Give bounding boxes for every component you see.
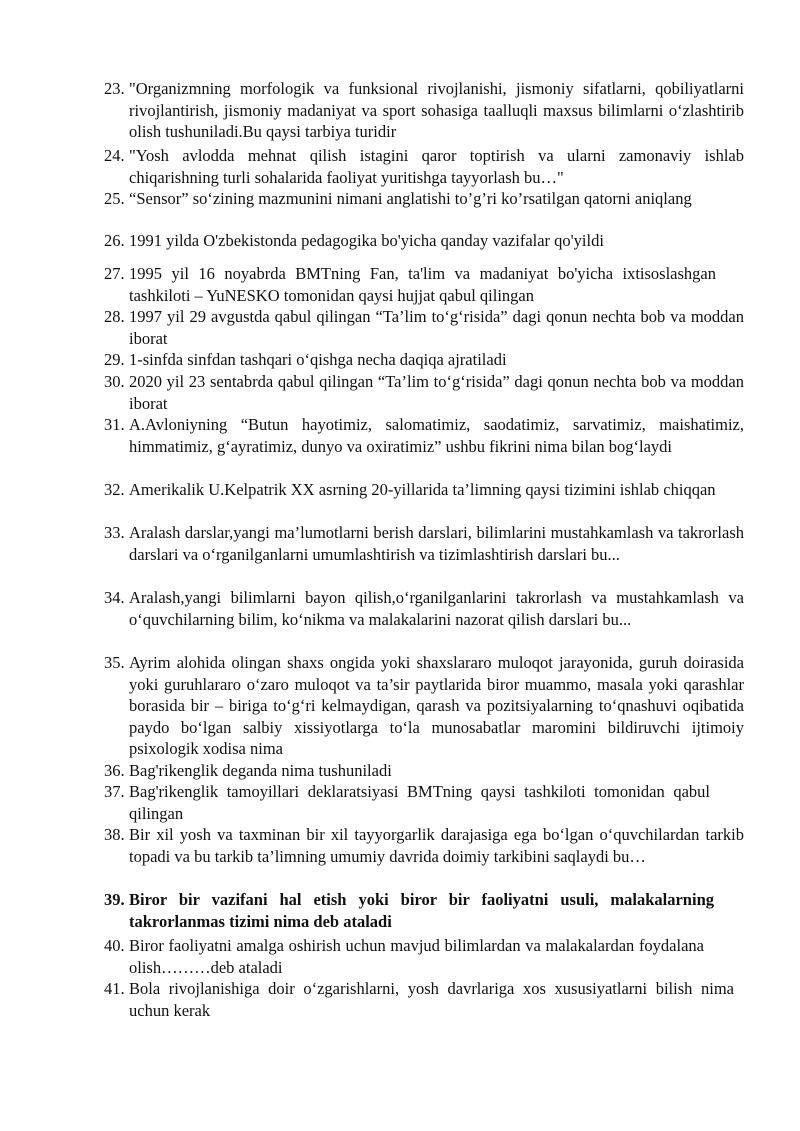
question-number: 40.: [104, 936, 125, 955]
question-text: 1-sinfda sinfdan tashqari o‘qishga necha daqiqa ajratiladi: [129, 350, 507, 369]
question-text: 1997 yil 29 avgustda qabul qilingan “Ta’lim to‘g‘risida” dagi qonun nechta bob va moddan iborat: [129, 307, 744, 348]
question-text: Aralash,yangi bilimlarni bayon qilish,o‘rganilganlarini takrorlash va mustahkamlash va o‘quvchilarning bilim, ko‘nikma va malakalarini nazorat qilish darslari bu...: [129, 588, 744, 629]
question-text: 2020 yil 23 sentabrda qabul qilingan “Ta’lim to‘g‘risida” dagi qonun nechta bob va moddan iborat: [129, 372, 744, 413]
question-number: 27.: [104, 264, 125, 283]
question-36: [104, 760, 744, 782]
question-text: Biror bir vazifani hal etish yoki biror bir faoliyatni usuli, malakalarning takrorlanmas tizimi nima deb ataladi: [129, 890, 714, 931]
question-28: [104, 306, 744, 349]
question-26: [104, 230, 744, 252]
question-40: [104, 935, 744, 978]
question-number: 28.: [104, 307, 125, 326]
question-number: 29.: [104, 350, 125, 369]
question-number: 33.: [104, 523, 125, 542]
question-number: 34.: [104, 588, 125, 607]
question-number: 36.: [104, 761, 125, 780]
question-text: Ayrim alohida olingan shaxs ongida yoki shaxslararo muloqot jarayonida, guruh doirasida yoki guruhlararo o‘zaro muloqot va ta’sir paytlarida biror muammo, masala yoki qarashlar borasida bir – biriga to‘g‘ri kelmaydigan, qarash va pozitsiyalarning to‘qnashuvi oqibatida paydo bo‘lgan salbiy xissiyotlarga to‘la munosabatlar maromini bildiruvchi ijtimoiy psixologik xodisa nima: [129, 653, 744, 758]
question-number: 39.: [104, 890, 125, 909]
question-38: [104, 824, 744, 867]
question-text: Aralash darslar,yangi ma’lumotlarni berish darslari, bilimlarini mustahkamlash va takrorlash darslari va o‘rganilganlarni umumlashtirish va tizimlashtirish darslari bu...: [129, 523, 744, 564]
question-text: 1991 yilda O'zbekistonda pedagogika bo'yicha qanday vazifalar qo'yildi: [129, 231, 604, 250]
question-text: “Sensor” so‘zining mazmunini nimani anglatishi to’g’ri ko’rsatilgan qatorni aniqlang: [129, 189, 692, 208]
question-text: Biror faoliyatni amalga oshirish uchun mavjud bilimlardan va malakalardan foydalana olish………deb ataladi: [129, 936, 704, 977]
question-35: [104, 652, 744, 760]
question-25: [104, 188, 744, 210]
question-text: Amerikalik U.Kelpatrik XX asrning 20-yillarida ta’limning qaysi tizimini ishlab chiqqan: [129, 480, 716, 499]
question-text: "Organizmning morfologik va funksional rivojlanishi, jismoniy sifatlarni, qobiliyatlarni rivojlantirish, jismoniy madaniyat va sport sohasiga taalluqli maxsus bilimlarni o‘zlashtirib olish tushuniladi.Bu qaysi tarbiya turidir: [129, 79, 744, 141]
question-30: [104, 371, 744, 414]
question-34: [104, 587, 744, 630]
question-31: [104, 414, 744, 457]
question-33: [104, 522, 744, 565]
question-text: "Yosh avlodda mehnat qilish istagini qaror toptirish va ularni zamonaviy ishlab chiqarishning turli sohalarida faoliyat yuritishga tayyorlash bu…": [129, 146, 744, 187]
question-text: A.Avloniyning “Butun hayotimiz, salomatimiz, saodatimiz, sarvatimiz, maishatimiz, himmatimiz, g‘ayratimiz, dunyo va oxiratimiz” ushbu fikrini nima bilan bog‘laydi: [129, 415, 744, 456]
question-number: 37.: [104, 782, 125, 801]
question-text: Bag'rikenglik deganda nima tushuniladi: [129, 761, 392, 780]
question-number: 26.: [104, 231, 125, 250]
question-number: 25.: [104, 189, 125, 208]
question-number: 35.: [104, 653, 125, 672]
question-text: Bola rivojlanishiga doir o‘zgarishlarni, yosh davrlariga xos xususiyatlarni bilish nima uchun kerak: [129, 979, 734, 1020]
question-number: 23.: [104, 79, 125, 98]
question-29: [104, 349, 744, 371]
question-number: 32.: [104, 480, 125, 499]
question-text: Bir xil yosh va taxminan bir xil tayyorgarlik darajasiga ega bo‘lgan o‘quvchilardan tarkib topadi va bu tarkib ta’limning umumiy davrida doimiy tarkibini saqlaydi bu…: [129, 825, 744, 866]
question-text: Bag'rikenglik tamoyillari deklaratsiyasi BMTning qaysi tashkiloti tomonidan qabul qilingan: [129, 782, 710, 823]
question-37: [104, 781, 744, 824]
question-number: 31.: [104, 415, 125, 434]
question-number: 30.: [104, 372, 125, 391]
question-24: [104, 145, 744, 188]
question-41: [104, 978, 744, 1021]
question-number: 38.: [104, 825, 125, 844]
question-27: [104, 263, 744, 306]
question-32: [104, 479, 744, 501]
question-number: 24.: [104, 146, 125, 165]
question-39: [104, 889, 744, 932]
question-number: 41.: [104, 979, 125, 998]
question-text: 1995 yil 16 noyabrda BMTning Fan, ta'lim va madaniyat bo'yicha ixtisoslashgan tashkiloti – YuNESKO tomonidan qaysi hujjat qabul qilingan: [129, 264, 716, 305]
question-23: [104, 78, 744, 143]
